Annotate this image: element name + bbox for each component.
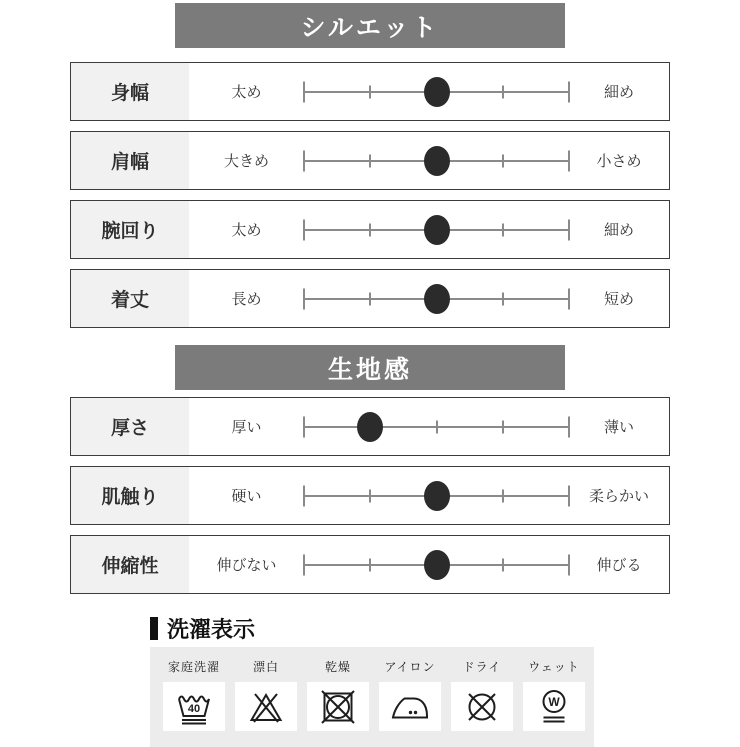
wet-clean-icon — [523, 682, 585, 731]
scale-track — [304, 467, 569, 524]
row-label: 身幅 — [71, 63, 189, 120]
no-bleach-icon — [235, 682, 297, 731]
wash-40-icon — [163, 682, 225, 731]
scale-left-label: 太め — [231, 84, 262, 101]
scale-tick — [303, 416, 305, 437]
table-row — [70, 466, 670, 525]
scale-track — [304, 398, 569, 455]
scale-tick — [502, 420, 504, 433]
heading-bar — [150, 617, 158, 640]
scale-dot — [424, 146, 450, 176]
scale-right-label: 細め — [603, 222, 634, 239]
scale-tick — [568, 150, 570, 171]
scale-tick — [502, 292, 504, 305]
laundry-item — [451, 658, 513, 731]
scale-tick — [436, 420, 438, 433]
section-header-fabric: 生地感 — [175, 345, 565, 390]
laundry-item-label: ドライ — [462, 660, 502, 674]
no-tumble-dry-icon — [307, 682, 369, 731]
scale-right-label: 細め — [603, 84, 634, 101]
laundry-item-label: 漂白 — [252, 660, 279, 674]
table-row — [70, 535, 670, 594]
scale-track — [304, 270, 569, 327]
scale-tick — [568, 219, 570, 240]
scale-tick — [303, 219, 305, 240]
scale-left-label: 長め — [231, 291, 262, 308]
scale-tick — [502, 154, 504, 167]
table-row — [70, 200, 670, 259]
laundry-item-label: 乾燥 — [324, 660, 351, 674]
row-label: 伸縮性 — [71, 536, 189, 593]
scale-tick — [303, 288, 305, 309]
scale-right-label: 薄い — [603, 419, 634, 436]
scale-tick — [502, 489, 504, 502]
scale-tick — [568, 288, 570, 309]
no-dry-clean-icon — [451, 682, 513, 731]
scale-tick — [502, 223, 504, 236]
scale-dot — [424, 481, 450, 511]
scale-left-label: 伸びない — [216, 557, 277, 574]
fabric-table — [70, 397, 670, 594]
scale-tick — [303, 554, 305, 575]
scale-track — [304, 132, 569, 189]
svg-text:W: W — [548, 694, 560, 709]
scale-left-label: 硬い — [231, 488, 262, 505]
row-label: 厚さ — [71, 398, 189, 455]
scale-tick — [369, 292, 371, 305]
scale-tick — [369, 223, 371, 236]
laundry-heading-label: 洗濯表示 — [167, 616, 256, 642]
scale-tick — [568, 416, 570, 437]
row-label: 肌触り — [71, 467, 189, 524]
scale-tick — [369, 154, 371, 167]
scale-tick — [502, 558, 504, 571]
laundry-item-label: 家庭洗濯 — [167, 660, 220, 674]
row-label: 着丈 — [71, 270, 189, 327]
section-header-silhouette: シルエット — [175, 3, 565, 48]
svg-text:40: 40 — [187, 702, 201, 715]
scale-left-label: 大きめ — [223, 153, 269, 170]
scale-tick — [502, 85, 504, 98]
laundry-item — [307, 658, 369, 731]
laundry-item-label: ウェット — [528, 660, 580, 674]
scale-dot — [424, 284, 450, 314]
scale-tick — [369, 558, 371, 571]
silhouette-table — [70, 62, 670, 328]
iron-medium-icon — [379, 682, 441, 731]
scale-dot — [424, 215, 450, 245]
scale-right-label: 柔らかい — [588, 488, 649, 505]
scale-dot — [424, 550, 450, 580]
scale-tick — [369, 489, 371, 502]
scale-left-label: 厚い — [231, 419, 262, 436]
scale-dot — [424, 77, 450, 107]
scale-track — [304, 201, 569, 258]
scale-tick — [568, 81, 570, 102]
scale-dot — [357, 412, 383, 442]
table-row — [70, 397, 670, 456]
scale-left-label: 太め — [231, 222, 262, 239]
scale-tick — [303, 485, 305, 506]
scale-tick — [303, 81, 305, 102]
scale-tick — [568, 554, 570, 575]
scale-right-label: 伸びる — [596, 557, 642, 574]
table-row — [70, 131, 670, 190]
scale-right-label: 短め — [603, 291, 634, 308]
scale-tick — [303, 150, 305, 171]
row-label: 肩幅 — [71, 132, 189, 189]
laundry-panel — [150, 647, 594, 747]
table-row — [70, 62, 670, 121]
laundry-item — [523, 658, 585, 731]
laundry-heading — [150, 616, 740, 640]
scale-track — [304, 63, 569, 120]
scale-track — [304, 536, 569, 593]
scale-tick — [369, 85, 371, 98]
laundry-item — [379, 658, 441, 731]
table-row — [70, 269, 670, 328]
laundry-section — [150, 616, 740, 747]
row-label: 腕回り — [71, 201, 189, 258]
laundry-item — [163, 658, 225, 731]
laundry-item — [235, 658, 297, 731]
scale-tick — [568, 485, 570, 506]
scale-right-label: 小さめ — [596, 153, 642, 170]
laundry-item-label: アイロン — [384, 660, 436, 674]
